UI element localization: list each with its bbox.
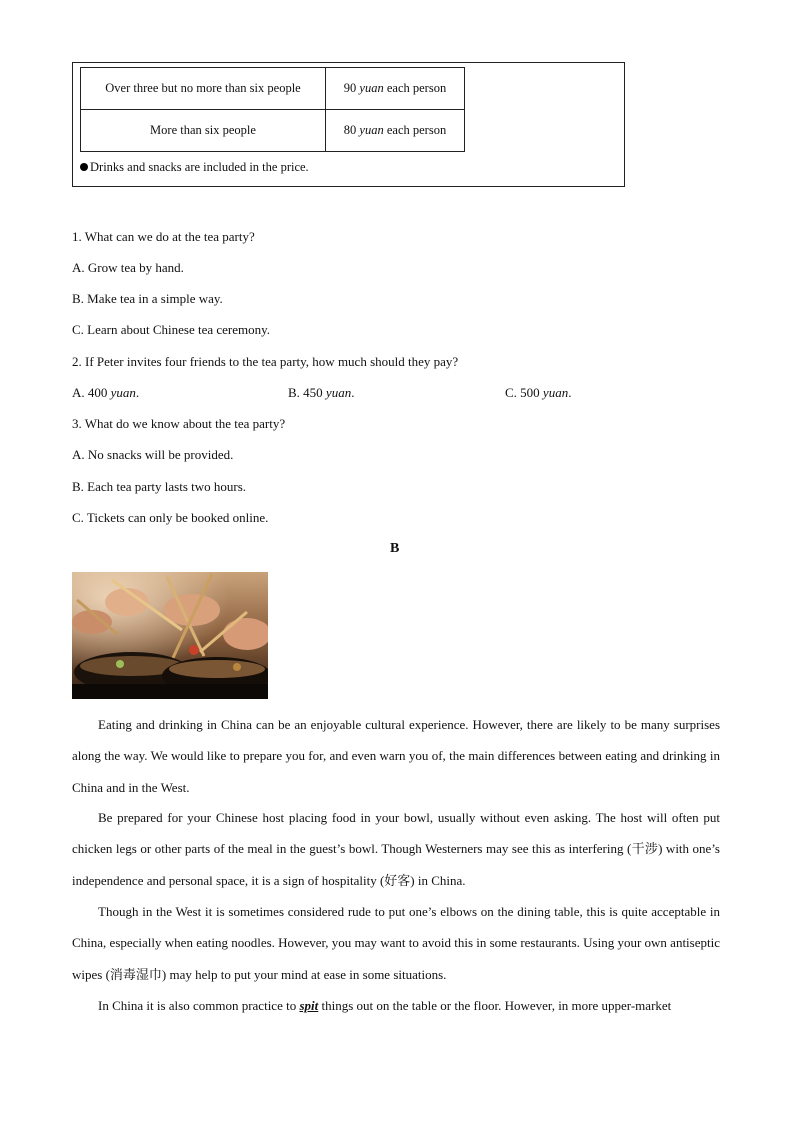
price-cell: 80 yuan each person (326, 110, 465, 152)
table-row (81, 110, 465, 152)
question-1-option-c: C. Learn about Chinese tea ceremony. (72, 322, 271, 337)
question-2-option-b: B. 450 yuan. (288, 385, 355, 400)
keyword-spit: spit (299, 998, 319, 1013)
paragraph: Though in the West it is sometimes considered rude to put one’s elbows on the dining table, this is quite acceptable in China, especially when eating noodles. However, you may want to avoid this in some restaurants. Using your own antiseptic wipes (消毒湿巾) may help to put your mind at ease in some situations. (72, 904, 720, 982)
table-row (81, 68, 465, 110)
paragraph: Be prepared for your Chinese host placing food in your bowl, usually without even asking. The host will often put chicken legs or other parts of the meal in the guest’s bowl. Though Westerners may see this as interfering (干涉) with one’s independence and personal space, it is a sign of hospitality (好客) in China. (72, 810, 720, 888)
question-3-option-a: A. No snacks will be provided. (72, 447, 234, 462)
price-table (80, 67, 465, 152)
question-2-option-a: A. 400 yuan. (72, 385, 140, 400)
price-note: Drinks and snacks are included in the price. (80, 160, 309, 175)
paragraph: In China it is also common practice to spit things out on the table or the floor. However, in more upper-market (98, 998, 672, 1013)
price-cell: 90 yuan each person (326, 68, 465, 110)
question-1-stem: 1. What can we do at the tea party? (72, 229, 255, 244)
paragraph: Eating and drinking in China can be an enjoyable cultural experience. However, there are likely to be many surprises along the way. We would like to prepare you for, and even warn you of, the main differences between eating and drinking in China and in the West. (72, 717, 720, 795)
group-cell: More than six people (81, 110, 326, 152)
question-1-option-b: B. Make tea in a simple way. (72, 291, 223, 306)
section-heading: B (390, 541, 400, 556)
question-2-stem: 2. If Peter invites four friends to the tea party, how much should they pay? (72, 354, 459, 369)
question-2-option-c: C. 500 yuan. (505, 385, 572, 400)
question-3-option-b: B. Each tea party lasts two hours. (72, 479, 247, 494)
question-3-stem: 3. What do we know about the tea party? (72, 416, 286, 431)
group-cell: Over three but no more than six people (81, 68, 326, 110)
chopsticks-photo (72, 572, 268, 699)
question-3-option-c: C. Tickets can only be booked online. (72, 510, 269, 525)
question-1-option-a: A. Grow tea by hand. (72, 260, 184, 275)
bullet-icon (80, 163, 88, 171)
